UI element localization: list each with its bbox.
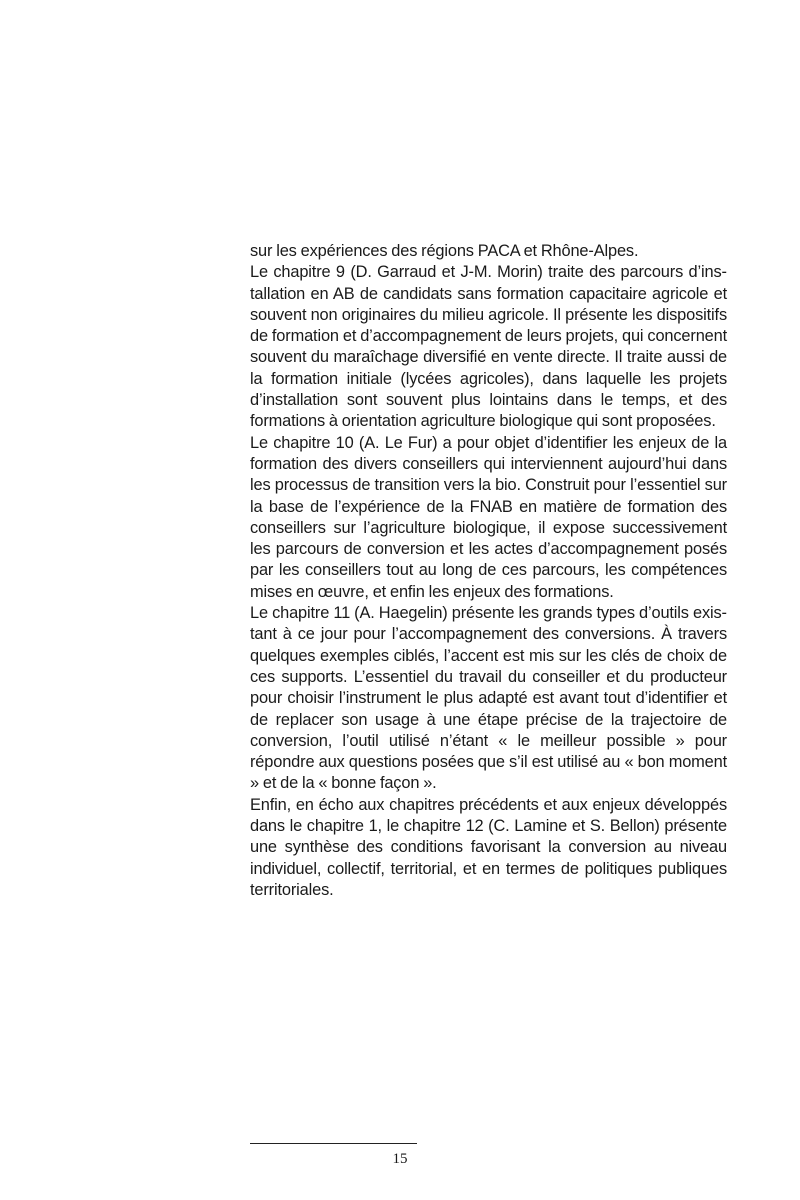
paragraph-regions: sur les expériences des régions PACA et Rhône-Alpes. <box>250 242 639 260</box>
body-text <box>250 241 727 901</box>
paragraph-chapter-10: Le chapitre 10 (A. Le Fur) a pour objet d’identifier les enjeux de la formation des divers conseillers qui interviennent aujourd’hui dans les processus de transition vers la bio. Construit pour l’essentiel sur la base de l’expérience de la FNAB en matière de formation des conseillers sur l’agriculture biologique, il expose successivement les parcours de conversion et les actes d’accompagnement posés par les conseillers tout au long de ces parcours, les compétences mises en œuvre, et enfin les enjeux des formations. <box>250 433 727 601</box>
paragraph-chapter-9: Le chapitre 9 (D. Garraud et J-M. Morin) traite des parcours d’installation en AB de candidats sans formation capacitaire agricole et souvent non originaires du milieu agricole. Il présente les dispositifs de formation et d’accompagnement de leurs projets, qui concernent souvent du maraîchage diversifié en vente directe. Il traite aussi de la formation initiale (lycées agricoles), dans laquelle les projets d’installation sont souvent plus lointains dans le temps, et des formations à orientation agriculture biologique qui sont proposées. <box>250 263 727 431</box>
page-number: 15 <box>392 1151 408 1167</box>
paragraph-chapter-11: Le chapitre 11 (A. Haegelin) présente les grands types d’outils existant à ce jour pour l’accompagnement des conversions. À travers quelques exemples ciblés, l’accent est mis sur les clés de choix de ces supports. L’essentiel du travail du conseiller et du producteur pour choisir l’instrument le plus adapté est avant tout d’identifier et de replacer son usage à une étape précise de la trajectoire de conversion, l’outil utilisé n’étant « le meilleur possible » pour répondre aux questions posées que s’il est utilisé au « bon moment » et de la « bonne façon ». <box>250 604 727 793</box>
footer-rule <box>250 1143 417 1144</box>
paragraph-chapter-12: Enfin, en écho aux chapitres précédents et aux enjeux développés dans le chapitre 1, le chapitre 12 (C. Lamine et S. Bellon) présente une synthèse des conditions favorisant la conversion au niveau individuel, collectif, territorial, et en termes de politiques publiques territoriales. <box>250 795 727 899</box>
